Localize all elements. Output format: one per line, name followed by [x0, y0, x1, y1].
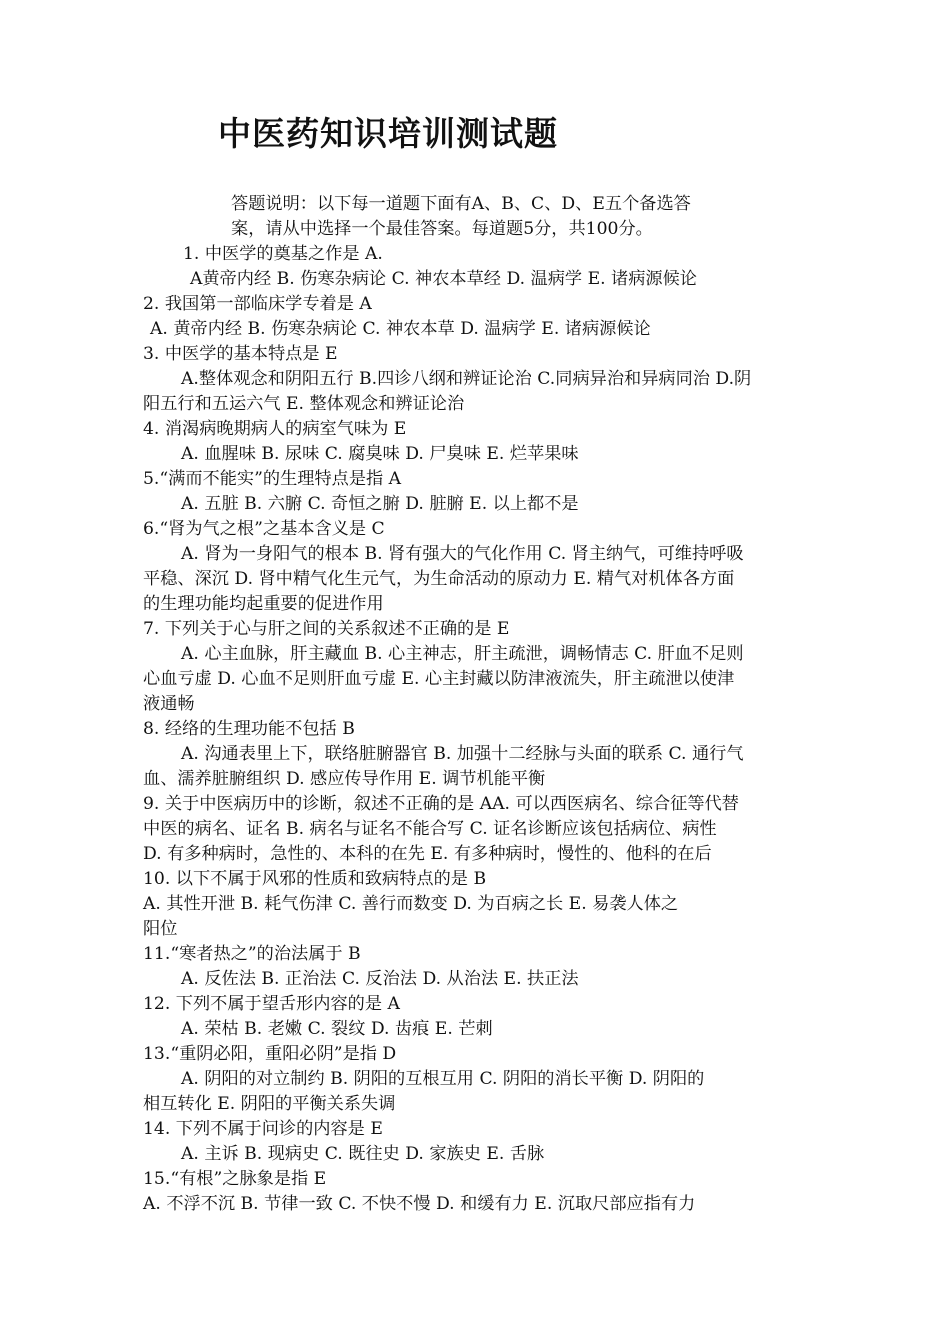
- option-line: A. 沟通表里上下，联络脏腑器官 B. 加强十二经脉与头面的联系 C. 通行气: [181, 744, 744, 764]
- option-line: 的生理功能均起重要的促进作用: [143, 594, 384, 614]
- option-line: 平稳、深沉 D. 肾中精气化生元气，为生命活动的原动力 E. 精气对机体各方面: [143, 569, 735, 589]
- page-title: 中医药知识培训测试题: [218, 114, 558, 153]
- option-line: 心血亏虚 D. 心血不足则肝血亏虚 E. 心主封藏以防津液流失，肝主疏泄以使津: [143, 669, 735, 689]
- question-line: 7. 下列关于心与肝之间的关系叙述不正确的是 E: [143, 619, 510, 639]
- option-line: A.整体观念和阴阳五行 B.四诊八纲和辨证论治 C.同病异治和异病同治 D.阴: [181, 369, 752, 389]
- question-line: 12. 下列不属于望舌形内容的是 A: [143, 994, 400, 1014]
- question-line: 2. 我国第一部临床学专着是 A: [143, 294, 372, 314]
- question-line: 8. 经络的生理功能不包括 B: [143, 719, 355, 739]
- option-line: A. 不浮不沉 B. 节律一致 C. 不快不慢 D. 和缓有力 E. 沉取尺部应指有力: [143, 1194, 696, 1214]
- option-line: D. 有多种病时，急性的、本科的在先 E. 有多种病时，慢性的、他科的在后: [143, 844, 712, 864]
- option-line: 液通畅: [143, 694, 195, 714]
- question-line: 11.“寒者热之”的治法属于 B: [143, 944, 361, 964]
- option-line: A. 阴阳的对立制约 B. 阴阳的互根互用 C. 阴阳的消长平衡 D. 阴阳的: [181, 1069, 705, 1089]
- option-line: A. 心主血脉，肝主藏血 B. 心主神志，肝主疏泄，调畅情志 C. 肝血不足则: [181, 644, 744, 664]
- option-line: A黄帝内经 B. 伤寒杂病论 C. 神农本草经 D. 温病学 E. 诸病源候论: [190, 269, 697, 289]
- question-line: 1. 中医学的奠基之作是 A.: [183, 244, 383, 264]
- question-line: 14. 下列不属于问诊的内容是 E: [143, 1119, 383, 1139]
- option-line: A. 荣枯 B. 老嫩 C. 裂纹 D. 齿痕 E. 芒刺: [181, 1019, 493, 1039]
- option-line: 血、濡养脏腑组织 D. 感应传导作用 E. 调节机能平衡: [143, 769, 546, 789]
- instructions-line: 答题说明：以下每一道题下面有A、B、C、D、E五个备选答: [231, 194, 691, 214]
- question-line: 9. 关于中医病历中的诊断，叙述不正确的是 AA. 可以西医病名、综合征等代替: [143, 794, 739, 814]
- option-line: A. 主诉 B. 现病史 C. 既往史 D. 家族史 E. 舌脉: [181, 1144, 545, 1164]
- option-line: A. 其性开泄 B. 耗气伤津 C. 善行而数变 D. 为百病之长 E. 易袭人体之: [143, 894, 679, 914]
- option-line: A. 血腥味 B. 尿味 C. 腐臭味 D. 尸臭味 E. 烂苹果味: [181, 444, 579, 464]
- instructions-line: 案，请从中选择一个最佳答案。每道题5分，共100分。: [231, 219, 653, 239]
- question-line: 5.“满而不能实”的生理特点是指 A: [143, 469, 402, 489]
- option-line: A. 黄帝内经 B. 伤寒杂病论 C. 神农本草 D. 温病学 E. 诸病源候论: [150, 319, 651, 339]
- option-line: A. 五脏 B. 六腑 C. 奇恒之腑 D. 脏腑 E. 以上都不是: [181, 494, 579, 514]
- question-line: 10. 以下不属于风邪的性质和致病特点的是 B: [143, 869, 487, 889]
- question-line: 6.“肾为气之根”之基本含义是 C: [143, 519, 385, 539]
- question-line: 15.“有根”之脉象是指 E: [143, 1169, 327, 1189]
- question-line: 4. 消渴病晚期病人的病室气味为 E: [143, 419, 407, 439]
- option-line: A. 肾为一身阳气的根本 B. 肾有强大的气化作用 C. 肾主纳气，可维持呼吸: [181, 544, 744, 564]
- question-line: 3. 中医学的基本特点是 E: [143, 344, 338, 364]
- option-line: 相互转化 E. 阴阳的平衡关系失调: [143, 1094, 396, 1114]
- option-line: 中医的病名、证名 B. 病名与证名不能合写 C. 证名诊断应该包括病位、病性: [143, 819, 717, 839]
- option-line: 阳五行和五运六气 E. 整体观念和辨证论治: [143, 394, 465, 414]
- option-line: 阳位: [143, 919, 178, 939]
- option-line: A. 反佐法 B. 正治法 C. 反治法 D. 从治法 E. 扶正法: [181, 969, 579, 989]
- question-line: 13.“重阴必阳，重阳必阴”是指 D: [143, 1044, 397, 1064]
